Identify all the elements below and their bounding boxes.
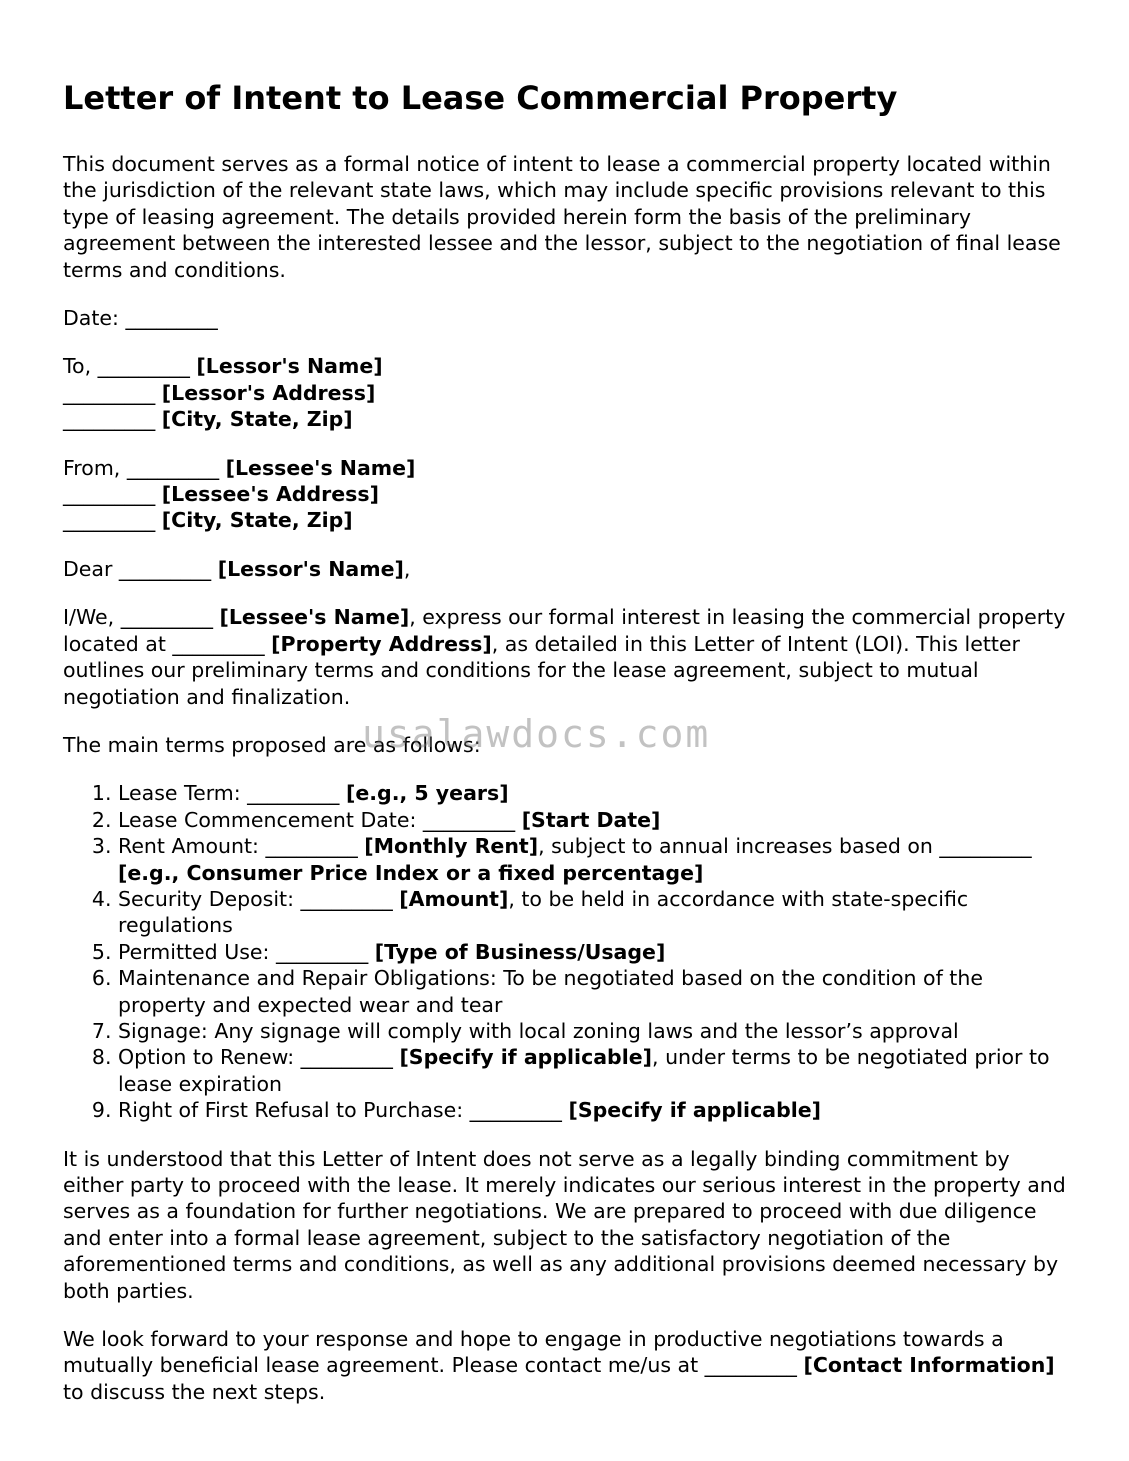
document-page bbox=[63, 76, 1073, 1427]
list-item: 8. Option to Renew: _________ [Specify if applicable], under terms to be negotiated prior to lease expiration bbox=[118, 1044, 1073, 1097]
list-item: 1. Lease Term: _________ [e.g., 5 years] bbox=[118, 780, 1073, 806]
from-city-line: _________ [City, State, Zip] bbox=[63, 508, 353, 533]
list-item: 6. Maintenance and Repair Obligations: To be negotiated based on the condition of the property and expected wear and tear bbox=[118, 965, 1073, 1018]
interest-paragraph: I/We, _________ [Lessee's Name], express our formal interest in leasing the commercial property located at _________ [Property Address], as detailed in this Letter of Intent (LOI). This letter outlines our preliminary terms and conditions for the lease agreement, subject to mutual negotiation and finalization. bbox=[63, 605, 1066, 709]
to-address-line: _________ [Lessor's Address] bbox=[63, 380, 376, 405]
watermark: usalawdocs.com bbox=[362, 712, 711, 756]
list-item: 7. Signage: Any signage will comply with local zoning laws and the lessor’s approval bbox=[118, 1018, 1073, 1044]
non-binding-paragraph: It is understood that this Letter of Intent does not serve as a legally binding commitment by either party to proceed with the lease. It merely indicates our serious interest in the property and serves as a foundation for further negotiations. We are prepared to proceed with due diligence and enter into a formal lease agreement, subject to the satisfactory negotiation of the aforementioned terms and conditions, as well as any additional provisions deemed necessary by both parties. bbox=[63, 1146, 1066, 1303]
from-name-line: From, _________ [Lessee's Name] bbox=[63, 455, 416, 480]
salutation: Dear _________ [Lessor's Name], bbox=[63, 556, 411, 581]
terms-list bbox=[63, 780, 1073, 1123]
to-name-line: To, _________ [Lessor's Name] bbox=[63, 354, 383, 379]
list-item: 9. Right of First Refusal to Purchase: _________ [Specify if applicable] bbox=[118, 1097, 1073, 1123]
list-item: 3. Rent Amount: _________ [Monthly Rent], subject to annual increases based on _________ [e.g., Consumer Price Index or a fixed percentage] bbox=[118, 833, 1073, 886]
closing-paragraph: We look forward to your response and hope to engage in productive negotiations towards a mutually beneficial lease agreement. Please contact me/us at _________ [Contact Information] to discuss the next steps. bbox=[63, 1327, 1055, 1404]
list-item: 4. Security Deposit: _________ [Amount], to be held in accordance with state-specific regulations bbox=[118, 886, 1073, 939]
terms-intro: The main terms proposed are as follows: bbox=[63, 732, 481, 757]
intro-paragraph: This document serves as a formal notice of intent to lease a commercial property located within the jurisdiction of the relevant state laws, which may include specific provisions relevant to this type of leasing agreement. The details provided herein form the basis of the preliminary agreement between the interested lessee and the lessor, subject to the negotiation of final lease terms and conditions. bbox=[63, 152, 1061, 282]
from-address-line: _________ [Lessee's Address] bbox=[63, 482, 379, 507]
list-item: 5. Permitted Use: _________ [Type of Business/Usage] bbox=[118, 939, 1073, 965]
document-title: Letter of Intent to Lease Commercial Property bbox=[63, 79, 898, 117]
to-block bbox=[63, 353, 1073, 432]
to-city-line: _________ [City, State, Zip] bbox=[63, 407, 353, 432]
list-item: 2. Lease Commencement Date: _________ [Start Date] bbox=[118, 807, 1073, 833]
blank-field: _________ bbox=[125, 306, 218, 331]
date-line: Date: _________ bbox=[63, 306, 218, 331]
from-block bbox=[63, 455, 1073, 534]
